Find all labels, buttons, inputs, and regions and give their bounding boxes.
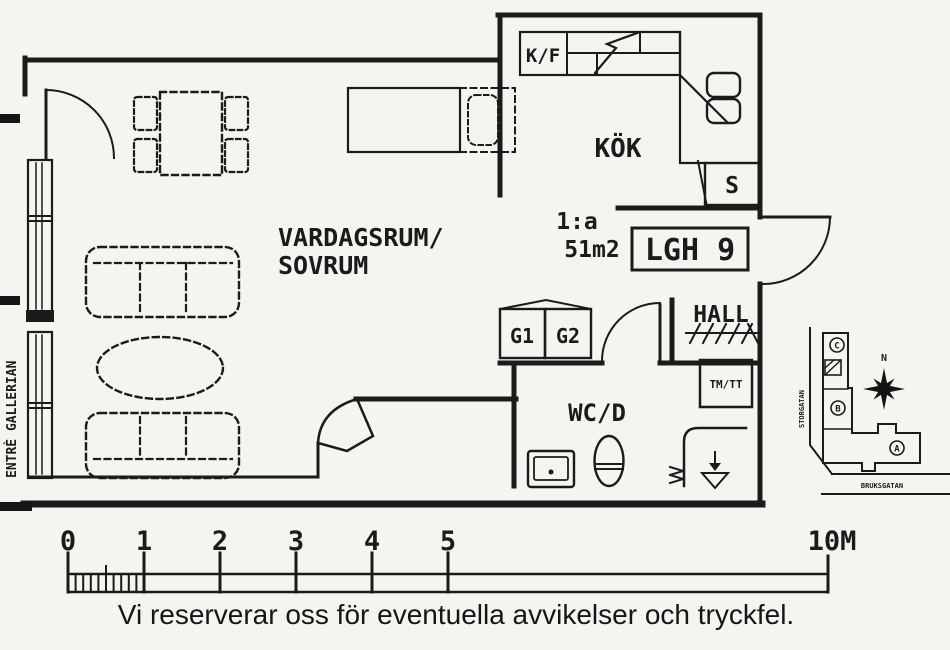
- washer-dryer-label: TM/TT: [709, 378, 743, 391]
- scale-tick-label: 4: [363, 526, 381, 557]
- balcony-door: [46, 90, 114, 158]
- shower-hatch: [670, 467, 683, 483]
- balcony-door-arc: [46, 90, 114, 158]
- building-b-label: B: [835, 404, 841, 415]
- floor-drain-icon: [702, 452, 728, 488]
- sofa-outline: [86, 247, 239, 317]
- dining-table: [160, 92, 222, 175]
- wardrobe-g2-label: G2: [555, 324, 581, 348]
- building-hatch-square: [825, 360, 841, 375]
- kitchen-cabinets: [520, 32, 760, 207]
- wc-sink-basin: [534, 457, 568, 480]
- dining-chair: [225, 97, 248, 130]
- window-lower-glazing: [36, 335, 42, 474]
- living-room-label-line1: VARDAGSRUM/: [278, 223, 444, 252]
- gallery-slab-mark: [0, 502, 32, 511]
- wc-sink-icon: [528, 451, 574, 487]
- wc-label: WC/D: [568, 399, 626, 427]
- coffee-table: [97, 337, 223, 399]
- window-lower-sash: [28, 403, 52, 408]
- sofa-cushions: [94, 263, 232, 313]
- sofa-top: [86, 247, 239, 317]
- building-a-label: A: [894, 444, 900, 455]
- site-map: [798, 328, 950, 494]
- street-left-label: STORGATAN: [798, 390, 806, 428]
- wardrobe-g1-label: G1: [509, 324, 535, 348]
- entrance-gallery-label: ENTRÈ GALLERIAN: [5, 360, 20, 478]
- north-label: N: [880, 353, 888, 364]
- fridge-freezer-label: K/F: [525, 45, 561, 67]
- wardrobes: [500, 300, 591, 358]
- living-room-label-line2: SOVRUM: [278, 251, 369, 280]
- sink-basin-icon: [707, 73, 740, 97]
- dining-set: [134, 92, 248, 175]
- scale-major-ticks: [68, 553, 828, 592]
- kitchen-label: KÖK: [594, 134, 642, 164]
- top-wall-closet: [348, 88, 515, 152]
- toilet-bowl: [595, 436, 624, 486]
- dining-chair: [134, 97, 157, 130]
- scale-tick-label: 1: [135, 526, 153, 557]
- window-lower: [28, 332, 52, 478]
- entry-door-arc: [763, 217, 830, 284]
- road-left-line: [810, 328, 832, 474]
- cleaning-closet-label: S: [725, 173, 739, 199]
- drain-arrow-head: [709, 463, 721, 471]
- building-c-label: C: [834, 341, 840, 352]
- scale-tick-label: 5: [439, 526, 457, 557]
- scale-subdivisions: [76, 566, 137, 592]
- hatch-square-lines: [825, 360, 841, 375]
- apartment-id-label: LGH 9: [644, 233, 736, 268]
- scale-tick-label: 2: [211, 526, 229, 557]
- wc-door: [602, 303, 660, 363]
- disclaimer-text: Vi reserverar oss för eventuella avvikelser och tryckfel.: [117, 599, 795, 630]
- toilet-icon: [595, 436, 624, 486]
- drain-triangle: [702, 473, 728, 488]
- wall-stub: [26, 310, 54, 322]
- window-upper-glazing: [36, 163, 42, 309]
- scale-bar: [60, 526, 857, 592]
- dining-chair: [225, 139, 248, 172]
- left-window-band: [26, 160, 54, 478]
- building-outline: [823, 333, 920, 471]
- apartment-area-label: 51m2: [564, 237, 620, 263]
- wardrobe-top-edge: [500, 300, 591, 309]
- scale-end-label: 10M: [807, 526, 857, 557]
- wc-sink-drain: [549, 470, 554, 475]
- gallery-slab-mark: [0, 114, 20, 123]
- scale-tick-label: 3: [287, 526, 305, 557]
- sofa-outline: [86, 413, 239, 478]
- apartment-id-box: [632, 228, 748, 270]
- curtain-corner: [318, 399, 373, 451]
- sofa-cushions: [94, 417, 232, 459]
- window-upper-sash: [28, 216, 52, 221]
- compass-rose-icon: [863, 353, 905, 410]
- dining-chair: [134, 139, 157, 172]
- shower-icon: [670, 428, 746, 488]
- closet-box: [348, 88, 460, 152]
- hall-label: HALL: [693, 302, 749, 328]
- wc-door-arc: [602, 303, 660, 361]
- apartment-type-label: 1:a: [556, 209, 598, 235]
- sofa-bottom: [86, 413, 239, 478]
- gallery-slab-mark: [0, 296, 20, 305]
- window-upper: [28, 160, 52, 312]
- dashed-chair: [468, 95, 498, 145]
- entry-door: [763, 217, 830, 284]
- washer-dryer-box: [700, 360, 752, 407]
- street-bottom-label: BRUKSGATAN: [860, 482, 904, 490]
- toilet-seat-line: [595, 464, 623, 469]
- wc-room: [528, 399, 746, 488]
- scale-tick-label: 0: [59, 526, 77, 557]
